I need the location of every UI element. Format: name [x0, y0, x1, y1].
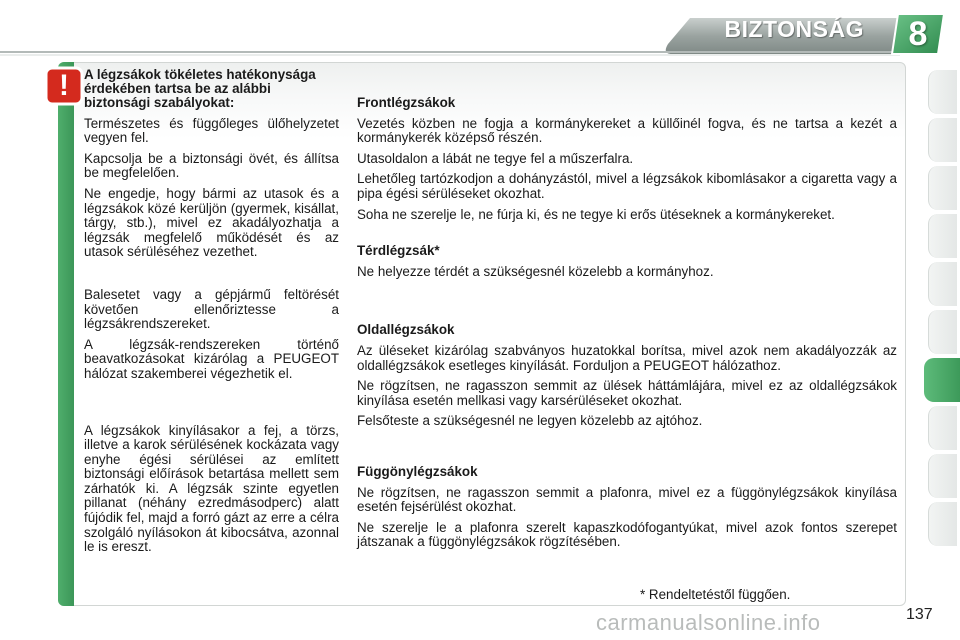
warning-symbol: ! — [59, 69, 69, 102]
chapter-tab[interactable] — [928, 502, 957, 546]
side-paragraph: Az üléseket kizárólag szabványos huzatokkal borítsa, mivel azok nem akadályozzák az oldallégzsákok esetleges kinyílását. Forduljon a PEUGEOT hálózathoz. — [357, 342, 897, 373]
chapter-tab[interactable] — [928, 262, 957, 306]
chapter-tab[interactable] — [928, 454, 957, 498]
left-paragraph: Természetes és függőleges ülőhelyzetet vegyen fel. — [84, 115, 339, 146]
side-paragraph: Felsőteste a szükségesnél ne legyen közelebb az ajtóhoz. — [357, 413, 703, 429]
left-paragraph: A légzsák-rendszereken történő beavatkozásokat kizárólag a PEUGEOT hálózat szakemberei végezhetik el. — [84, 336, 339, 381]
left-column — [84, 68, 339, 561]
front-paragraph: Utasoldalon a lábát ne tegye fel a műszerfalra. — [357, 150, 634, 166]
chapter-tab[interactable] — [928, 406, 957, 450]
chapter-tab[interactable] — [928, 118, 957, 162]
panel-accent-bar — [58, 62, 74, 606]
front-paragraph: Soha ne szerelje le, ne fúrja ki, és ne tegye ki erős ütéseknek a kormánykereket. — [357, 206, 835, 222]
section-heading-curtain: Függönylégzsákok — [357, 463, 478, 479]
curtain-paragraph: Ne rögzítsen, ne ragasszon semmit a plafonra, mivel ez a függönylégzsákok kinyílása esetén fejsérülést okozhat. — [357, 484, 897, 515]
front-paragraph: Lehetőleg tartózkodjon a dohányzástól, mivel a légzsákok kibomlásakor a cigaretta vagy a pipa égési sérüléseket okozhat. — [357, 171, 897, 201]
chapter-tab[interactable] — [928, 166, 957, 210]
chapter-title: BIZTONSÁG — [724, 16, 864, 42]
left-paragraph: Balesetet vagy a gépjármű feltörését követően ellenőriztesse a légzsákrendszereket. — [84, 286, 339, 332]
chapter-tab[interactable] — [928, 214, 957, 258]
side-paragraph: Ne rögzítsen, ne ragasszon semmit az ülések háttámlájára, mivel ez az oldallégzsákok kinyílása esetén mellkasi vagy karsérüléseket okozhat. — [357, 378, 897, 408]
front-paragraph: Vezetés közben ne fogja a kormánykereket a küllőinél fogva, és ne tartsa a kezét a kormánykerék középső részén. — [357, 115, 897, 146]
section-heading-side: Oldallégzsákok — [357, 322, 455, 338]
left-paragraph: A légzsákok kinyílásakor a fej, a törzs, illetve a karok sérülésének kockázata vagy enyhe égési sérülései az említett biztonsági előírások betartása mellett sem zárhatók ki. A légzsák szinte egyetlen pillanat (néhány ezredmásodperc) alatt fújódik fel, majd a forró gázt az erre a célra szolgáló nyílásokon át kibocsátva, azonnal le is ereszt. — [84, 422, 339, 555]
chapter-tab-strip — [924, 60, 960, 580]
section-heading-knee: Térdlégzsák* — [357, 243, 440, 259]
chapter-number: 8 — [908, 14, 928, 53]
right-column — [357, 96, 897, 556]
chapter-tab[interactable] — [928, 70, 957, 114]
footnote: * Rendeltetéstől függően. — [640, 587, 791, 602]
left-paragraph: Kapcsolja be a biztonsági övét, és állítsa be megfelelően. — [84, 150, 339, 181]
page-number: 137 — [906, 606, 933, 623]
knee-paragraph: Ne helyezze térdét a szükségesnél közelebb a kormányhoz. — [357, 263, 714, 279]
watermark: carmanualsonline.info — [596, 610, 821, 635]
curtain-paragraph: Ne szerelje le a plafonra szerelt kapaszkodófogantyúkat, mivel azok fontos szerepet játszanak a függönylégzsákok rögzítésében. — [357, 519, 897, 550]
chapter-tab[interactable] — [928, 310, 957, 354]
left-paragraph: Ne engedje, hogy bármi az utasok és a légzsákok közé kerüljön (gyermek, kisállat, tárgy, stb.), mivel ez akadályozhatja a légzsák megfelelő működését és az utasok sérüléséhez vezethet. — [84, 185, 339, 260]
section-heading-front: Frontlégzsákok — [357, 95, 456, 110]
chapter-tab-active[interactable] — [924, 358, 960, 402]
left-heading: A légzsákok tökéletes hatékonysága érdekében tartsa be az alábbi biztonsági szabályokat: — [84, 67, 316, 111]
